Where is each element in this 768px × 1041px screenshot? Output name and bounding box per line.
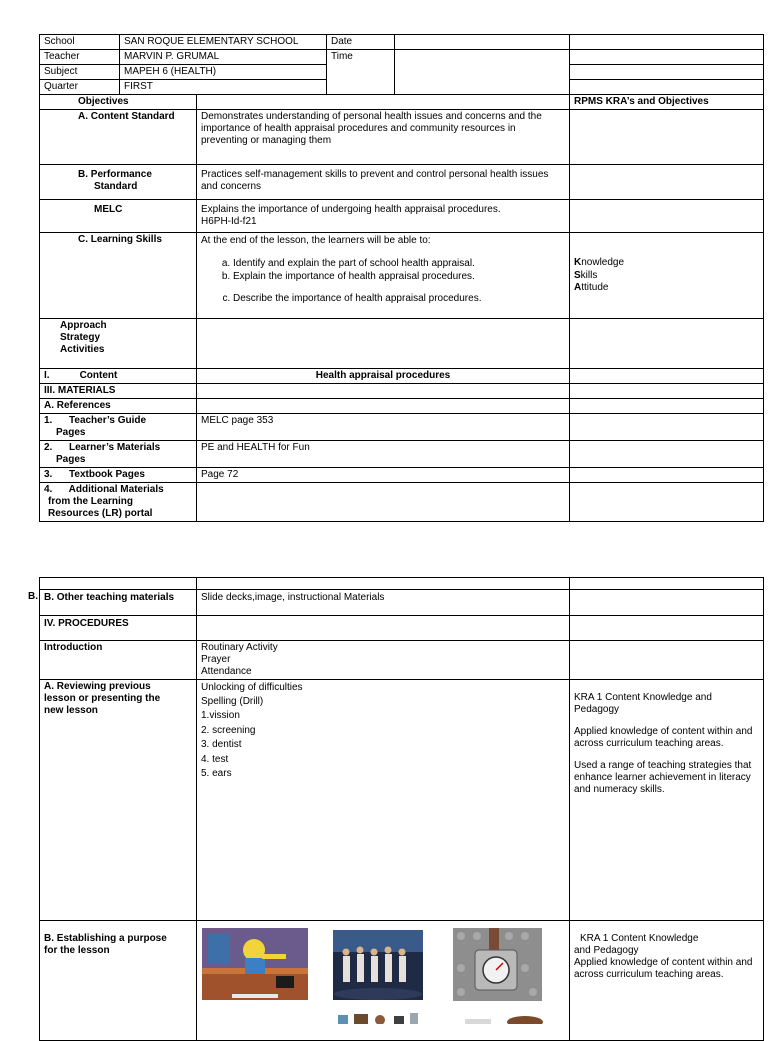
medical-image-top [463,1016,549,1024]
learners-materials-kra [570,441,764,468]
kas-attitude: Attitude [574,282,609,293]
review-value: Unlocking of difficulties Spelling (Drill) 1.vission 2. screening 3. dentist 4. test 5. ears [197,680,570,921]
other-materials-marker: B. [28,591,38,602]
materials-kra [570,384,764,399]
learning-item-c: c. Describe the importance of health appraisal procedures. [233,292,565,305]
melc-line-2: H6PH-Id-f21 [201,216,257,227]
review-kra: KRA 1 Content Knowledge and Pedagogy Applied knowledge of content within and across curriculum teaching areas. Used a range of teaching strategies that enhance learner achievement in literacy and numeracy skills. [570,680,764,921]
performance-standard-label [40,165,197,200]
content-value: Health appraisal procedures [197,369,570,384]
textbook-kra [570,468,764,483]
performance-standard-label-2: Standard [94,181,138,192]
introduction-kra [570,641,764,680]
subject-value: MAPEH 6 (HEALTH) [120,65,327,80]
teacher-value: MARVIN P. GRUMAL [120,50,327,65]
melc-kra [570,200,764,233]
references-kra [570,399,764,414]
kas-knowledge: Knowledge [574,257,625,268]
content-standard-value: Demonstrates understanding of personal health issues and concerns and the importance of health appraisal procedures and community resources in preventing or managing them [197,110,570,165]
approach-line-1: Approach [60,320,107,331]
content-kra [570,369,764,384]
approach-kra [570,319,764,369]
teachers-guide-label: 1. Teacher’s Guide Pages [40,414,197,441]
melc-value [197,200,570,233]
approach-line-3: Activities [60,344,105,355]
performance-standard-value: Practices self-management skills to prevent and control personal health issues and concerns [197,165,570,200]
lesson-plan-table [39,34,764,522]
teachers-guide-kra [570,414,764,441]
procedures-heading: IV. PROCEDURES [40,616,197,641]
learners-materials-value: PE and HEALTH for Fun [197,441,570,468]
date-label: Date [327,35,395,50]
time-label: Time [327,50,395,95]
rpms-heading: RPMS KRA’s and Objectives [570,95,764,110]
melc-label: MELC [40,200,197,233]
header-right-1 [570,35,764,50]
references-value [197,399,570,414]
other-materials-value: Slide decks,image, instructional Materials [197,590,570,616]
content-standard-label: A. Content Standard [40,110,197,165]
approach-line-2: Strategy [60,332,101,343]
review-label: A. Reviewing previous lesson or presenting the new lesson [40,680,197,921]
school-value: SAN ROQUE ELEMENTARY SCHOOL [120,35,327,50]
other-materials-kra [570,590,764,616]
header-right-2 [570,50,764,65]
approach-label [40,319,197,369]
kas-list [570,233,764,319]
learning-list [201,257,565,305]
quarter-value: FIRST [120,80,327,95]
learning-skills-label: C. Learning Skills [40,233,197,319]
time-value [395,50,570,95]
quarter-label: Quarter [40,80,120,95]
performance-standard-kra [570,165,764,200]
learning-intro: At the end of the lesson, the learners will be able to: [201,235,431,246]
school-label: School [40,35,120,50]
learning-item-a: a. Identify and explain the part of school health appraisal. [233,257,565,270]
other-materials-label: B. Other teaching materials [40,590,197,616]
introduction-value: Routinary Activity Prayer Attendance [197,641,570,680]
cartoon-bartender-image [202,928,308,1000]
header-right-3 [570,65,764,80]
learners-materials-label: 2. Learner’s Materials Pages [40,441,197,468]
introduction-label: Introduction [40,641,197,680]
melc-line-1: Explains the importance of undergoing health appraisal procedures. [201,204,501,215]
additional-materials-kra [570,483,764,522]
top-blank-2 [197,578,570,590]
references-label: A. References [40,399,197,414]
approach-value [197,319,570,369]
additional-materials-label: 4. Additional Materials from the Learning Resources (LR) portal [40,483,197,522]
learning-item-b: b. Explain the importance of health appraisal procedures. [233,270,565,283]
learning-skills-value [197,233,570,319]
procedures-kra [570,616,764,641]
additional-materials-value [197,483,570,522]
content-label: I. Content [40,369,197,384]
kas-skills: Skills [574,269,598,281]
dancers-image [333,930,423,1000]
objectives-heading-blank [197,95,570,110]
weighing-scale-image [453,928,542,1001]
materials-value [197,384,570,399]
objectives-heading: Objectives [40,95,197,110]
materials-heading: III. MATERIALS [40,384,197,399]
content-standard-kra [570,110,764,165]
subject-label: Subject [40,65,120,80]
performance-standard-label-1: B. Performance [78,169,152,180]
textbook-label: 3. Textbook Pages [40,468,197,483]
top-blank-3 [570,578,764,590]
teacher-label: Teacher [40,50,120,65]
purpose-kra: KRA 1 Content Knowledge and Pedagogy Applied knowledge of content within and across curriculum teaching areas. [570,921,764,1041]
header-right-4 [570,80,764,95]
teachers-guide-value: MELC page 353 [197,414,570,441]
textbook-value: Page 72 [197,468,570,483]
procedures-value [197,616,570,641]
date-value [395,35,570,50]
clinic-image-top [334,1012,424,1024]
purpose-label: B. Establishing a purpose for the lesson [40,921,197,1041]
top-blank-1 [40,578,197,590]
